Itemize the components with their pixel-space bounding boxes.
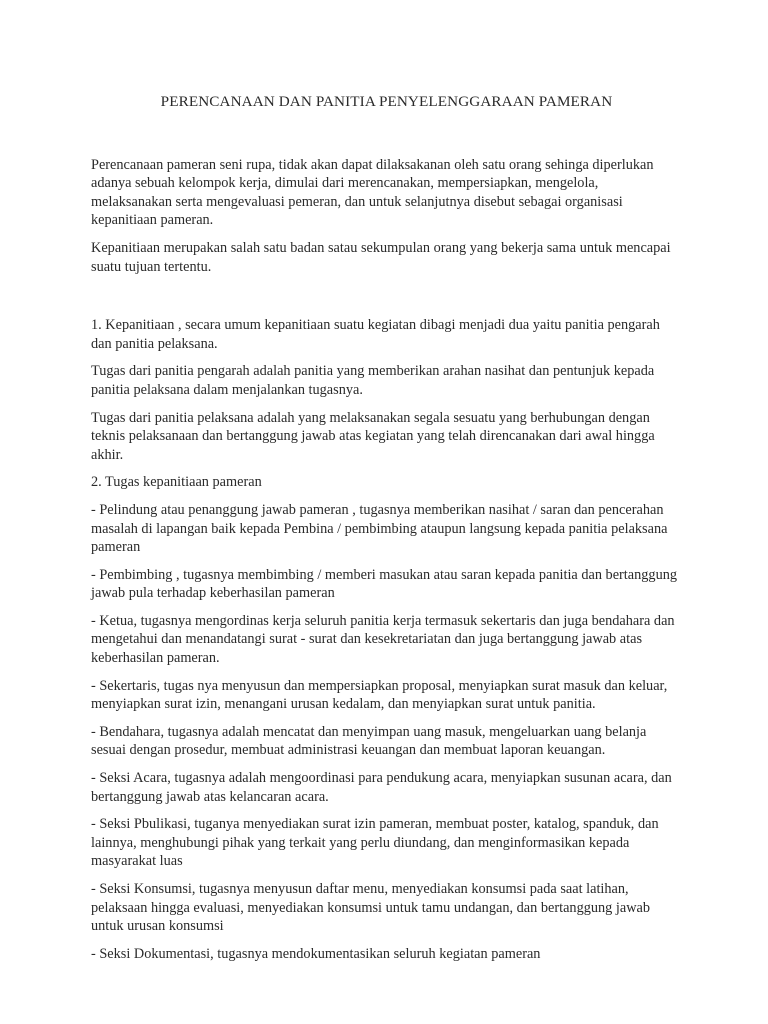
list-item: - Seksi Pbulikasi, tuganya menyediakan surat izin pameran, membuat poster, katalog, spanduk, dan lainnya, menghubungi pihak yang terkait yang perlu diundang, dan menginformasikan kepada masyarakat luas [91,816,659,870]
intro-paragraph-1: Perencanaan pameran seni rupa, tidak akan dapat dilaksakanan oleh satu orang sehinga diperlukan adanya sebuah kelompok kerja, dimulai dari merencanakan, mempersiapkan, mengelola, melaksanakan serta mengevaluasi pemeran, dan untuk selanjutnya disebut sebagai organisasi kepanitiaan pameran. [91,156,654,229]
intro-paragraph-2: Kepanitiaan merupakan salah satu badan satau sekumpulan orang yang bekerja sama untuk mencapai suatu tujuan tertentu. [91,239,671,275]
list-item: - Bendahara, tugasnya adalah mencatat dan menyimpan uang masuk, mengeluarkan uang belanja sesuai dengan prosedur, membuat administrasi keuangan dan membuat laporan keuangan. [91,723,647,759]
document-title: PERENCANAAN DAN PANITIA PENYELENGGARAAN PAMERAN [160,93,613,110]
section1-paragraph-3: Tugas dari panitia pelaksana adalah yang melaksanakan segala sesuatu yang berhubungan dengan teknis pelaksanaan dan bertanggung jawab atas kegiatan yang telah direncanakan dari awal hingga akhir. [91,409,655,463]
list-item: - Seksi Acara, tugasnya adalah mengoordinasi para pendukung acara, menyiapkan susunan acara, dan bertanggung jawab atas kelancaran acara. [91,770,672,805]
section2-heading: 2. Tugas kepanitiaan pameran [91,474,262,491]
list-item: - Pembimbing , tugasnya membimbing / memberi masukan atau saran kepada panitia dan bertanggung jawab pula terhadap keberhasilan pameran [91,566,678,602]
list-item: - Seksi Dokumentasi, tugasnya mendokumentasikan seluruh kegiatan pameran [91,945,541,962]
section1-paragraph-2: Tugas dari panitia pengarah adalah panitia yang memberikan arahan nasihat dan pentunjuk kepada panitia pelaksana dalam menjalankan tugasnya. [91,363,655,398]
list-item: - Ketua, tugasnya mengordinas kerja seluruh panitia kerja termasuk sekertaris dan juga bendahara dan mengetahui dan menandatangi surat - surat dan kesekretariatan dan juga bertanggung jawab atas keberhasilan pameran. [91,612,675,667]
list-item: - Sekertaris, tugas nya menyusun dan mempersiapkan proposal, menyiapkan surat masuk dan keluar, menyiapkan surat izin, menangani urusan kedalam, dan menyiapkan surat untuk panitia. [91,677,668,713]
list-item: - Pelindung atau penanggung jawab pameran , tugasnya memberikan nasihat / saran dan pencerahan masalah di lapangan baik kepada Pembina / pembimbing ataupun langsung kepada panitia pelaksana pameran [91,501,668,556]
section1-paragraph-1: 1. Kepanitiaan , secara umum kepanitiaan suatu kegiatan dibagi menjadi dua yaitu panitia pengarah dan panitia pelaksana. [91,317,660,352]
list-item: - Seksi Konsumsi, tugasnya menyusun daftar menu, menyediakan konsumsi pada saat latihan, pelaksaan hingga evaluasi, menyediakan konsumsi untuk tamu undangan, dan bertanggung jawab untuk urusan konsumsi [91,881,651,935]
